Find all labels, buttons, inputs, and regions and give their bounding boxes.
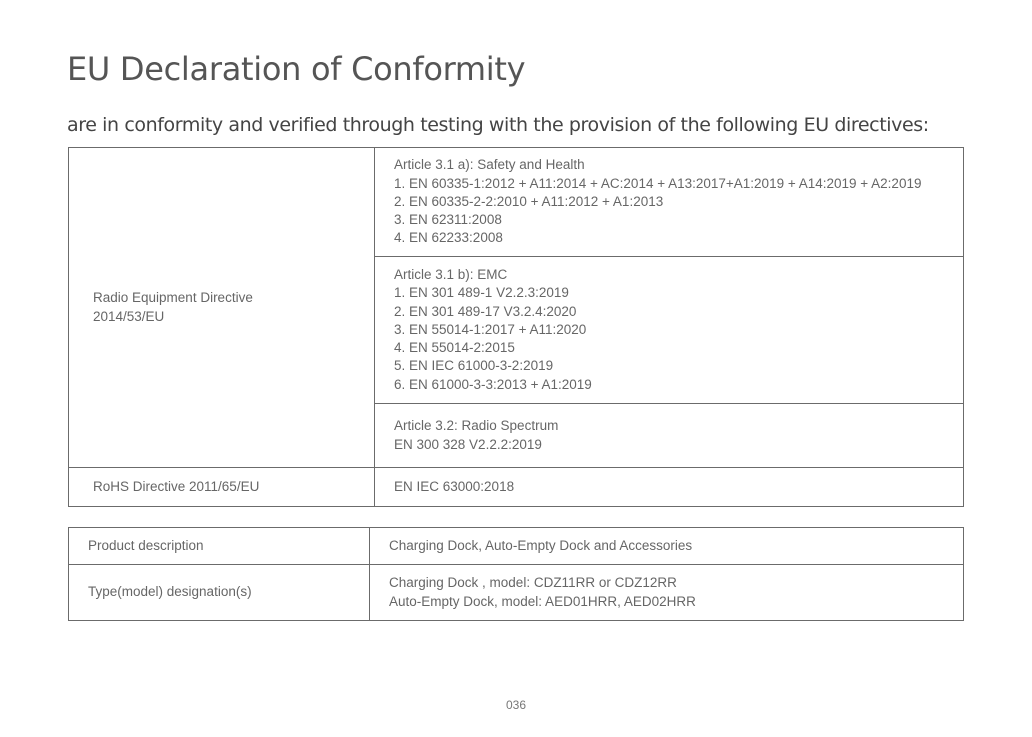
standard-item: EN 300 328 V2.2.2:2019 bbox=[394, 436, 542, 452]
standard-item: 2. EN 60335-2-2:2010 + A11:2012 + A1:2013 bbox=[394, 193, 664, 209]
directives-table bbox=[68, 147, 964, 507]
type-designation-values bbox=[370, 565, 964, 621]
standard-item: 1. EN 301 489-1 V2.2.3:2019 bbox=[394, 285, 569, 301]
standards-emc bbox=[375, 257, 964, 404]
standard-item: 3. EN 55014-1:2017 + A11:2020 bbox=[394, 321, 587, 337]
directive-name-line: Radio Equipment Directive bbox=[93, 290, 253, 306]
standards-radio-spectrum bbox=[375, 404, 964, 468]
page-number: 036 bbox=[505, 698, 527, 712]
section-heading: Article 3.1 b): EMC bbox=[394, 267, 508, 283]
table-row bbox=[69, 468, 964, 507]
directive-name-red bbox=[69, 148, 375, 468]
table-row bbox=[69, 528, 964, 565]
standard-item: 4. EN 62233:2008 bbox=[394, 230, 503, 246]
standard-item: 5. EN IEC 61000-3-2:2019 bbox=[394, 358, 554, 374]
table-row bbox=[69, 148, 964, 257]
directive-name-line: 2014/53/EU bbox=[93, 308, 165, 324]
standard-item: 6. EN 61000-3-3:2013 + A1:2019 bbox=[394, 376, 592, 392]
model-line: Auto-Empty Dock, model: AED01HRR, AED02HRR bbox=[389, 593, 696, 609]
page-title: EU Declaration of Conformity bbox=[67, 50, 526, 88]
standard-item: 3. EN 62311:2008 bbox=[394, 212, 502, 228]
standard-item: 1. EN 60335-1:2012 + A11:2014 + AC:2014 + A13:2017+A1:2019 + A14:2019 + A2:2019 bbox=[394, 175, 922, 191]
product-description-value: Charging Dock, Auto-Empty Dock and Accessories bbox=[370, 528, 964, 565]
product-description-label: Product description bbox=[69, 528, 370, 565]
type-designation-label: Type(model) designation(s) bbox=[69, 565, 370, 621]
section-heading: Article 3.1 a): Safety and Health bbox=[394, 157, 585, 173]
section-heading: Article 3.2: Radio Spectrum bbox=[394, 418, 559, 434]
standards-safety-health bbox=[375, 148, 964, 257]
page-subtitle: are in conformity and verified through testing with the provision of the following EU directives: bbox=[67, 114, 929, 136]
standard-item: 4. EN 55014-2:2015 bbox=[394, 340, 515, 356]
standard-item: 2. EN 301 489-17 V3.2.4:2020 bbox=[394, 303, 577, 319]
standards-rohs: EN IEC 63000:2018 bbox=[375, 468, 964, 507]
table-row bbox=[69, 565, 964, 621]
model-line: Charging Dock , model: CDZ11RR or CDZ12RR bbox=[389, 575, 677, 591]
directive-name-rohs: RoHS Directive 2011/65/EU bbox=[69, 468, 375, 507]
product-table bbox=[68, 527, 964, 621]
